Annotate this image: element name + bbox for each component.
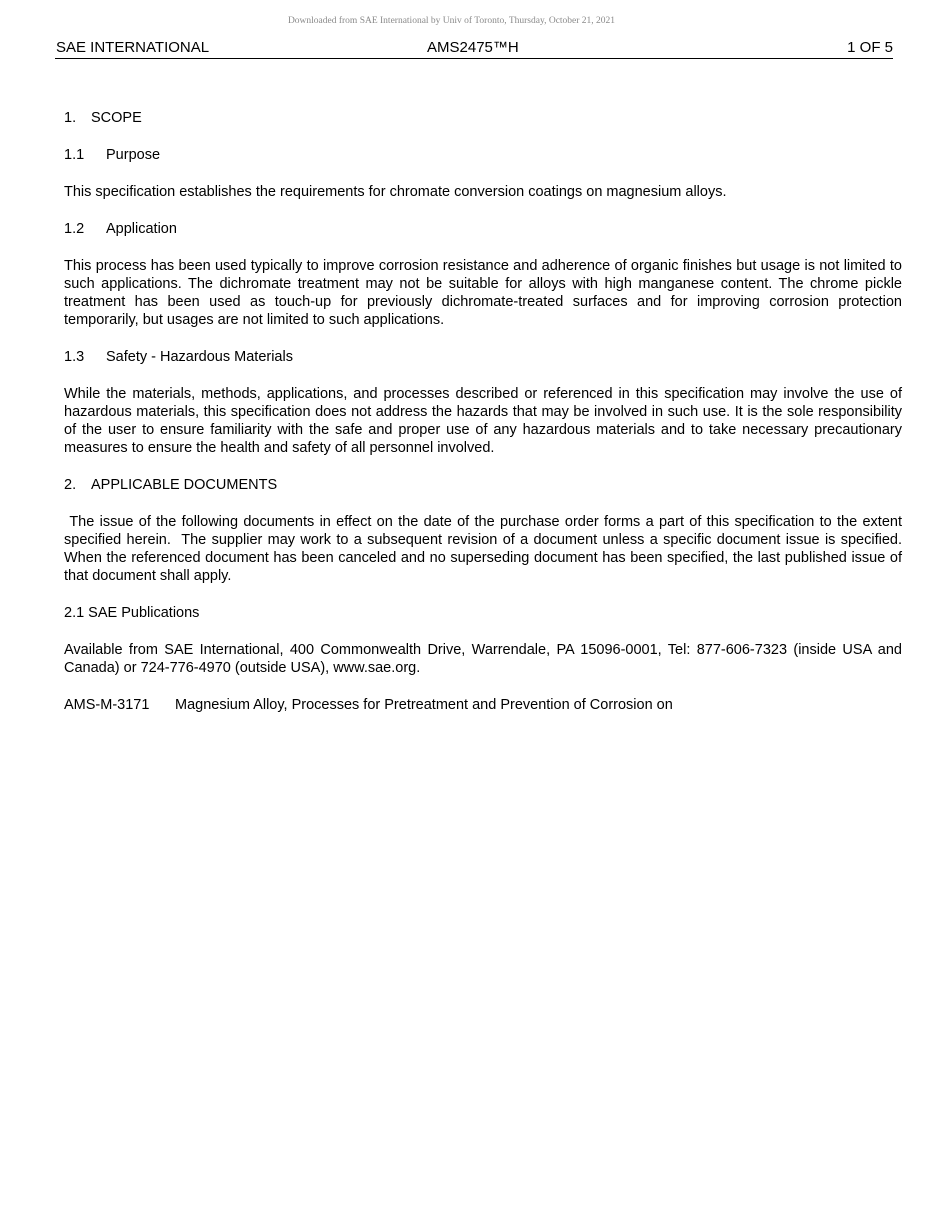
section-1-heading [64,109,902,127]
sae-publications-paragraph: Available from SAE International, 400 Commonwealth Drive, Warrendale, PA 15096-0001, Tel: 877-606-7323 (inside USA and Canada) or 724-776-4970 (outside USA), www.sae.org. [64,642,902,676]
download-watermark: Downloaded from SAE International by Univ of Toronto, Thursday, October 21, 2021 [287,16,616,26]
section-title: SCOPE [91,110,142,126]
safety-paragraph: While the materials, methods, applications, and processes described or referenced in this specification may involve the use of hazardous materials, this specification does not address the hazards that may be involved in such use. It is the sole responsibility of the user to ensure familiarity with the safe and proper use of any hazardous materials and to take necessary precautionary measures to ensure the health and safety of all personnel involved. [64,386,902,456]
section-number: 1.1 [64,147,85,163]
purpose-paragraph: This specification establishes the requirements for chromate conversion coatings on magnesium alloys. [64,184,727,200]
page-header [55,38,893,59]
section-title: APPLICABLE DOCUMENTS [91,477,278,493]
applicable-documents-paragraph: The issue of the following documents in effect on the date of the purchase order forms a part of this specification to the extent specified herein. The supplier may work to a subsequent revision of a document unless a specific document issue is specified. When the referenced document has been canceled and no superseding document has been specified, the last published issue of that document shall apply. [64,514,911,584]
header-document-number: AMS2475™H [427,39,519,56]
document-body [64,109,911,714]
document-code: AMS-M-3171 [64,697,150,713]
document-title: Magnesium Alloy, Processes for Pretreatment and Prevention of Corrosion on [175,697,673,713]
section-number: 2. [64,477,77,493]
referenced-document-row [64,696,902,714]
section-title: Application [106,221,177,237]
section-1-3-heading [64,348,902,366]
section-2-heading [64,476,902,494]
header-publisher: SAE INTERNATIONAL [56,39,210,56]
section-title: Purpose [106,147,161,163]
header-page-number: 1 OF 5 [847,39,893,56]
section-number: 1. [64,110,77,126]
section-number: 1.3 [64,349,85,365]
section-1-2-heading [64,220,902,238]
section-1-1-heading [64,146,902,164]
section-title: Safety - Hazardous Materials [106,349,293,365]
application-paragraph: This process has been used typically to improve corrosion resistance and adherence of organic finishes but usage is not limited to such applications. The dichromate treatment may not be suitable for alloys with high manganese content. The chrome pickle treatment has been used as touch-up for previously dichromate-treated surfaces and for improving corrosion protection temporarily, but usages are not limited to such applications. [64,258,902,328]
section-2-1-heading: 2.1 SAE Publications [64,605,200,621]
section-number: 1.2 [64,221,85,237]
